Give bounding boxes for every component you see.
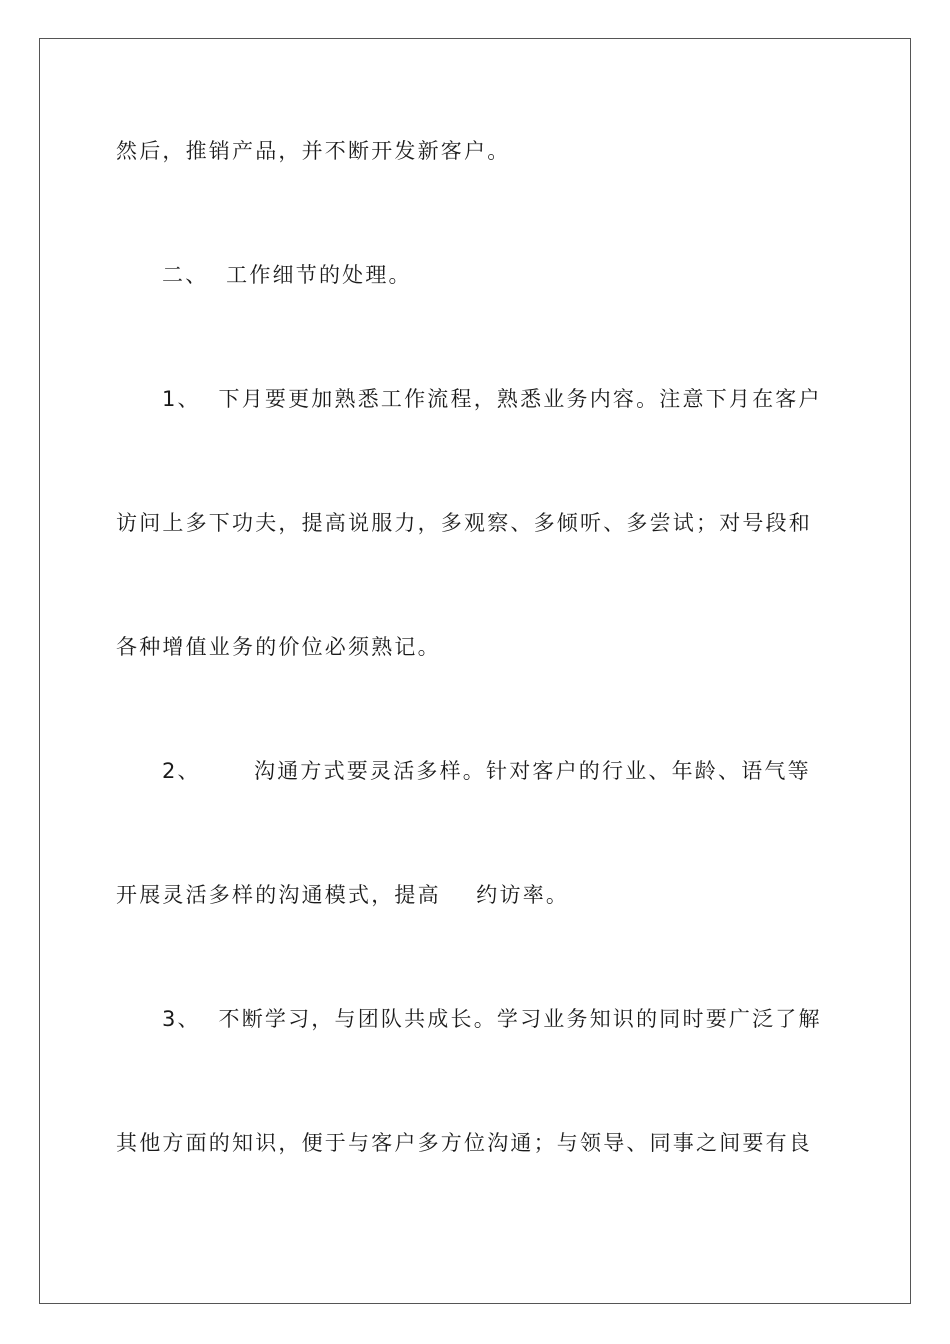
body-text-line: 然后，推销产品，并不断开发新客户。 [116,139,511,163]
section-heading: 二、 工作细节的处理。 [162,263,412,287]
body-text-line: 各种增值业务的价位必须熟记。 [116,635,441,659]
list-item-1-text: 1、 下月要更加熟悉工作流程，熟悉业务内容。注意下月在客户 [162,387,822,411]
list-item-2-text: 2、 沟通方式要灵活多样。针对客户的行业、年龄、语气等 [162,759,811,783]
page-frame [39,38,911,1304]
list-item-3-text: 3、 不断学习，与团队共成长。学习业务知识的同时要广泛了解 [162,1007,822,1031]
body-text-line: 其他方面的知识，便于与客户多方位沟通；与领导、同事之间要有良 [116,1131,812,1155]
body-text-line: 访问上多下功夫，提高说服力，多观察、多倾听、多尝试；对号段和 [116,511,812,535]
body-text-line: 开展灵活多样的沟通模式，提高 约访率。 [116,883,570,907]
